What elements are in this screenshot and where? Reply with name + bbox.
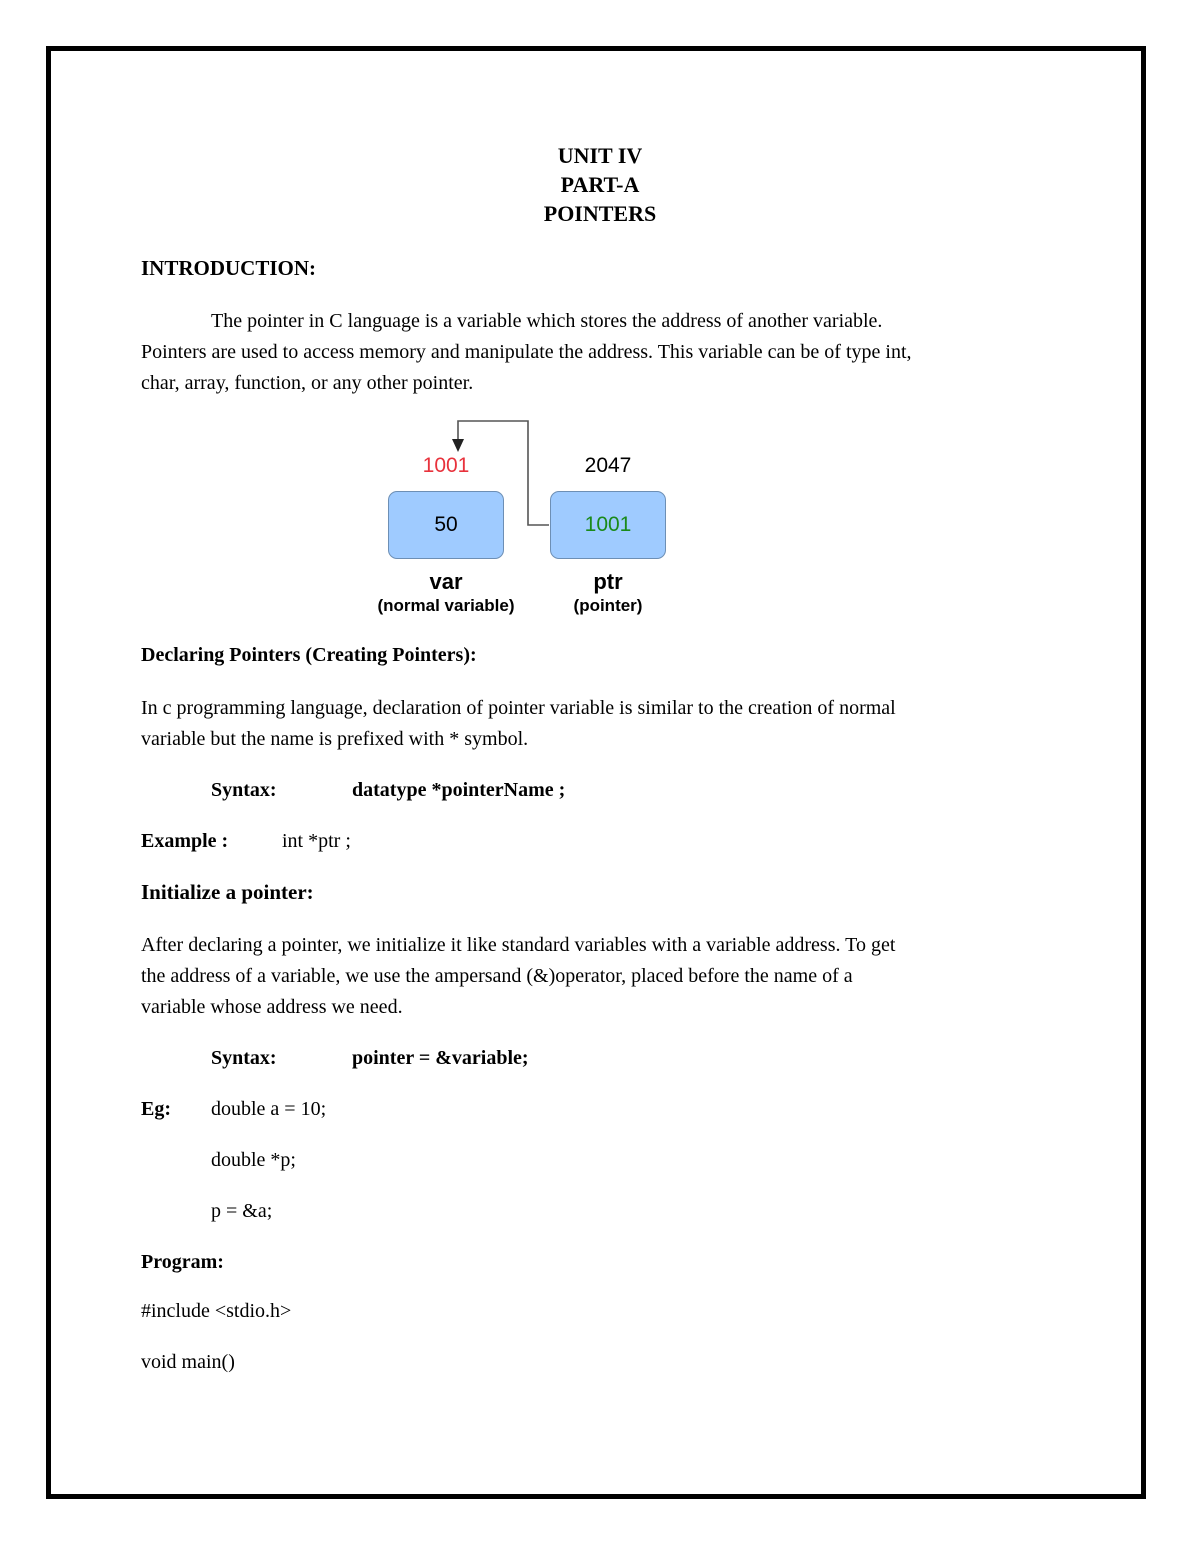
init-syntax-value: pointer = &variable; xyxy=(352,1047,529,1069)
program-heading: Program: xyxy=(141,1251,224,1273)
declaring-line-2: variable but the name is prefixed with * symbol. xyxy=(141,728,529,750)
init-syntax-label: Syntax: xyxy=(211,1047,277,1069)
declaring-line-1: In c programming language, declaration of pointer variable is similar to the creation of normal xyxy=(141,697,896,719)
introduction-heading: INTRODUCTION: xyxy=(141,256,317,280)
declare-syntax-label: Syntax: xyxy=(211,779,277,801)
intro-line-3: char, array, function, or any other pointer. xyxy=(141,372,474,394)
eg-label: Eg: xyxy=(141,1098,171,1120)
ptr-name: ptr xyxy=(593,569,623,594)
var-desc: (normal variable) xyxy=(377,596,515,615)
initialize-line-3: variable whose address we need. xyxy=(141,996,403,1018)
program-line-2: void main() xyxy=(141,1351,235,1373)
var-name: var xyxy=(429,569,463,594)
var-address: 1001 xyxy=(422,454,470,477)
initialize-line-2: the address of a variable, we use the ampersand (&)operator, placed before the name of a xyxy=(141,965,853,987)
eg-line-1: double a = 10; xyxy=(211,1098,327,1120)
var-box: 50 xyxy=(388,491,504,559)
ptr-desc: (pointer) xyxy=(573,596,643,615)
unit-title: UNIT IV xyxy=(557,143,643,168)
eg-line-2: double *p; xyxy=(211,1149,296,1171)
initialize-heading: Initialize a pointer: xyxy=(141,880,314,904)
arrow-head-icon xyxy=(452,439,464,452)
ptr-address: 2047 xyxy=(584,454,632,477)
example-value: int *ptr ; xyxy=(282,830,351,852)
ptr-box: 1001 xyxy=(550,491,666,559)
initialize-line-1: After declaring a pointer, we initialize it like standard variables with a variable address. To get xyxy=(141,934,896,956)
program-line-1: #include <stdio.h> xyxy=(141,1300,292,1322)
part-title: PART-A xyxy=(560,172,640,197)
eg-line-3: p = &a; xyxy=(211,1200,273,1222)
example-label: Example : xyxy=(141,830,229,852)
pointer-diagram xyxy=(377,412,680,627)
intro-line-1: The pointer in C language is a variable which stores the address of another variable. xyxy=(211,310,883,332)
declaring-heading: Declaring Pointers (Creating Pointers): xyxy=(141,644,477,666)
intro-line-2: Pointers are used to access memory and manipulate the address. This variable can be of type int, xyxy=(141,341,912,363)
declare-syntax-value: datatype *pointerName ; xyxy=(352,779,566,801)
topic-title: POINTERS xyxy=(543,201,657,226)
